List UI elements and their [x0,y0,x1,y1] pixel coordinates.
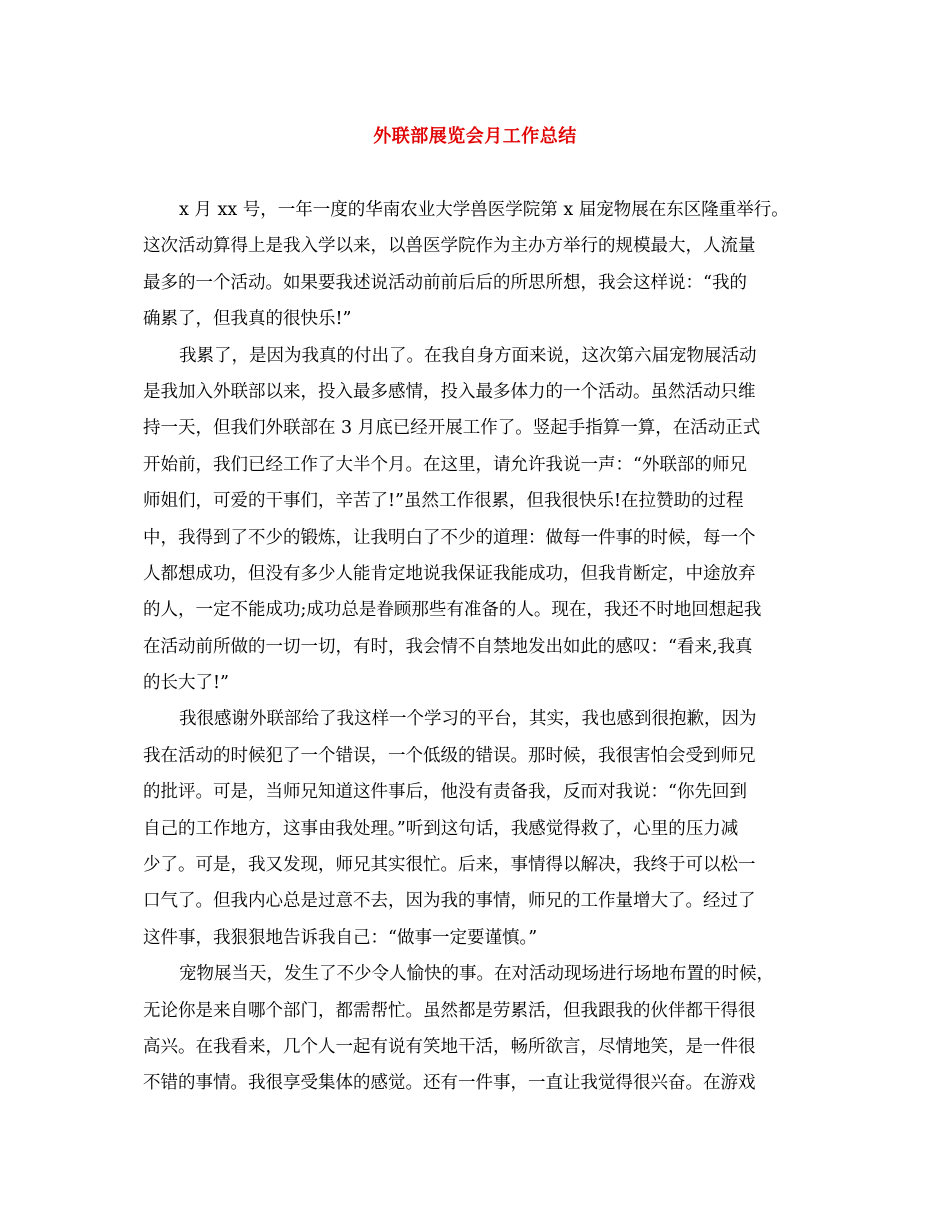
text-line: 师姐们，可爱的干事们，辛苦了!”虽然工作很累，但我很快乐!在拉赞助的过程 [143,491,744,512]
text-line: 持一天，但我们外联部在 3 月底已经开展工作了。竖起手指算一算，在活动正式 [143,418,761,439]
text-line: 无论你是来自哪个部门，都需帮忙。虽然都是劳累活，但我跟我的伙伴都干得很 [143,1000,756,1021]
text-line: x 月 xx 号，一年一度的华南农业大学兽医学院第 x 届宠物展在东区隆重举行。 [179,200,789,220]
text-line: 我累了，是因为我真的付出了。在我自身方面来说，这次第六届宠物展活动 [179,345,757,366]
text-line: 这次活动算得上是我入学以来，以兽医学院作为主办方举行的规模最大，人流量 [143,236,756,257]
text-line: 的批评。可是，当师兄知道这件事后，他没有责备我，反而对我说：“你先回到 [143,782,747,803]
text-line: 的人，一定不能成功;成功总是眷顾那些有准备的人。现在，我还不时地回想起我 [143,600,762,621]
text-line: 我很感谢外联部给了我这样一个学习的平台，其实，我也感到很抱歉，因为 [179,709,757,730]
text-line: 少了。可是，我又发现，师兄其实很忙。后来，事情得以解决，我终于可以松一 [143,855,756,876]
text-line: 开始前，我们已经工作了大半个月。在这里，请允许我说一声：“外联部的师兄 [143,454,747,475]
text-line: 确累了，但我真的很快乐!” [143,309,352,330]
document-body [143,192,813,1102]
text-line: 中，我得到了不少的锻炼，让我明白了不少的道理：做每一件事的时候，每一个 [143,527,756,548]
text-line: 自己的工作地方，这事由我处理。”听到这句话，我感觉得救了，心里的压力减 [143,818,739,839]
text-line: 是我加入外联部以来，投入最多感情，投入最多体力的一个活动。虽然活动只维 [143,381,756,402]
text-line: 高兴。在我看来，几个人一起有说有笑地干活，畅所欲言，尽情地笑，是一件很 [143,1036,756,1057]
text-line: 的长大了!” [143,673,229,694]
text-line: 在活动前所做的一切一切，有时，我会情不自禁地发出如此的感叹：“看来,我真 [143,636,753,657]
text-line: 宠物展当天，发生了不少令人愉快的事。在对活动现场进行场地布置的时候， [179,964,774,985]
text-line: 这件事，我狠狠地告诉我自己：“做事一定要谨慎。” [143,927,538,948]
text-line: 人都想成功，但没有多少人能肯定地说我保证我能成功，但我肯断定，中途放弃 [143,563,756,584]
text-line: 最多的一个活动。如果要我述说活动前前后后的所思所想，我会这样说：“我的 [143,272,747,293]
text-line: 我在活动的时候犯了一个错误，一个低级的错误。那时候，我很害怕会受到师兄 [143,745,756,766]
text-line: 口气了。但我内心总是过意不去，因为我的事情，师兄的工作量增大了。经过了 [143,891,756,912]
text-line: 不错的事情。我很享受集体的感觉。还有一件事，一直让我觉得很兴奋。在游戏 [143,1073,756,1094]
document-title: 外联部展览会月工作总结 [373,126,577,147]
